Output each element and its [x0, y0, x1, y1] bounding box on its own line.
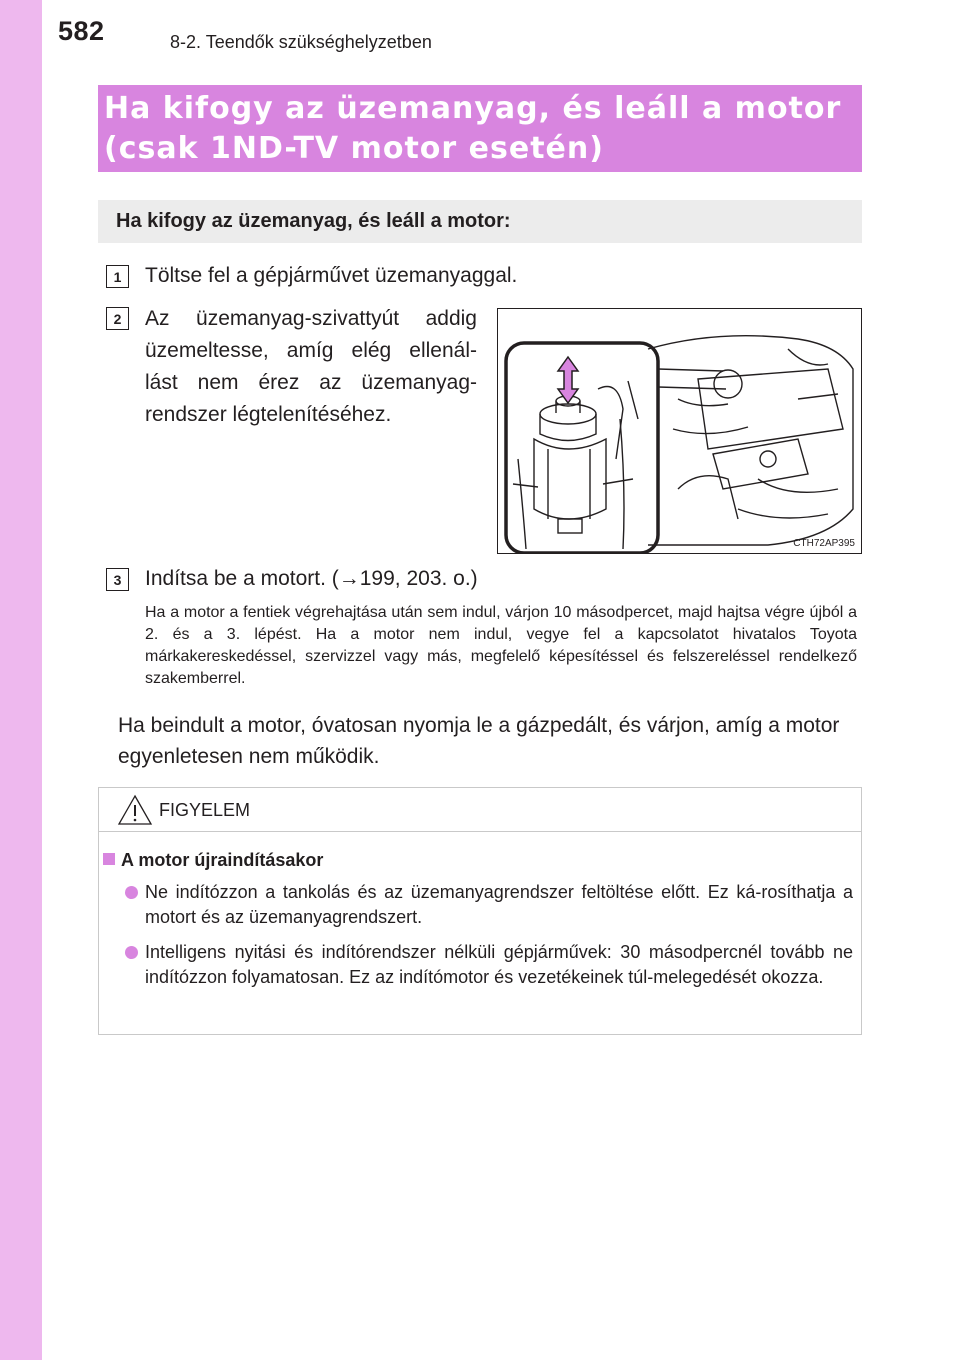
step-3-note: Ha a motor a fentiek végrehajtása után sem indul, várjon 10 másodpercet, majd hajtsa végre újból a 2. és a 3. lépést. Ha a motor nem indul, vegye fel a kapcsolatot hivatalos Toyota márkakereskedéssel, szervizzel vagy más, megfelelő képesítéssel és felszereléssel rendelkező szakemberrel.	[145, 604, 857, 687]
step-2-line: rendszer légtelenítéséhez.	[145, 403, 392, 426]
step-2-line: lást nem érez az üzemanyag-	[145, 371, 477, 394]
section-title	[98, 85, 862, 172]
warning-bullet-text: Intelligens nyitási és indítórendszer nélküli gépjárművek: 30 másodpercnél tovább ne indítózzon folyamatosan. Ez az indítómotor és vezetékeinek túl-melegedését okozza.	[145, 942, 853, 987]
warning-header	[99, 788, 861, 832]
subheading: Ha kifogy az üzemanyag, és leáll a motor:	[98, 200, 862, 243]
step-number-2: 2	[106, 307, 129, 330]
page-number: 582	[58, 16, 105, 46]
bullet-dot-icon	[125, 946, 138, 959]
step-3-text: Indítsa be a motort. (→199, 203. o.)	[145, 567, 478, 590]
side-tab-band	[0, 0, 42, 1360]
warning-title: FIGYELEM	[159, 800, 251, 820]
figure-code: CTH72AP395	[793, 538, 855, 549]
warning-bullet	[125, 940, 853, 990]
warning-triangle-icon	[117, 794, 153, 826]
after-start-paragraph: Ha beindult a motor, óvatosan nyomja le a gázpedált, és várjon, amíg a motor egyenletesen nem működik.	[118, 714, 840, 768]
title-line-2: (csak 1ND-TV motor esetén)	[104, 131, 604, 166]
warning-bullet-text: Ne indítózzon a tankolás és az üzemanyagrendszer feltöltése előtt. Ez ká-rosíthatja a motort és az üzemanyagrendszert.	[145, 882, 853, 927]
step-2-line: Az üzemanyag-szivattyút addig	[145, 307, 477, 330]
section-label: 8-2. Teendők szükséghelyzetben	[170, 32, 432, 52]
warning-box	[98, 787, 862, 1035]
bullet-dot-icon	[125, 886, 138, 899]
warning-subtitle	[103, 850, 323, 871]
warning-subtitle-text: A motor újraindításakor	[121, 850, 324, 870]
step-number-3: 3	[106, 568, 129, 591]
square-bullet-icon	[103, 853, 115, 865]
title-line-1: Ha kifogy az üzemanyag, és leáll a motor	[104, 91, 842, 126]
warning-bullet	[125, 880, 853, 930]
fuel-pump-illustration	[497, 308, 862, 554]
step-2-line: üzemeltesse, amíg elég ellenál-	[145, 339, 477, 362]
engine-bay-drawing	[498, 309, 862, 554]
step-1-text: Töltse fel a gépjárművet üzemanyaggal.	[145, 264, 518, 287]
step-2-text	[145, 303, 477, 431]
step-number-1: 1	[106, 265, 129, 288]
